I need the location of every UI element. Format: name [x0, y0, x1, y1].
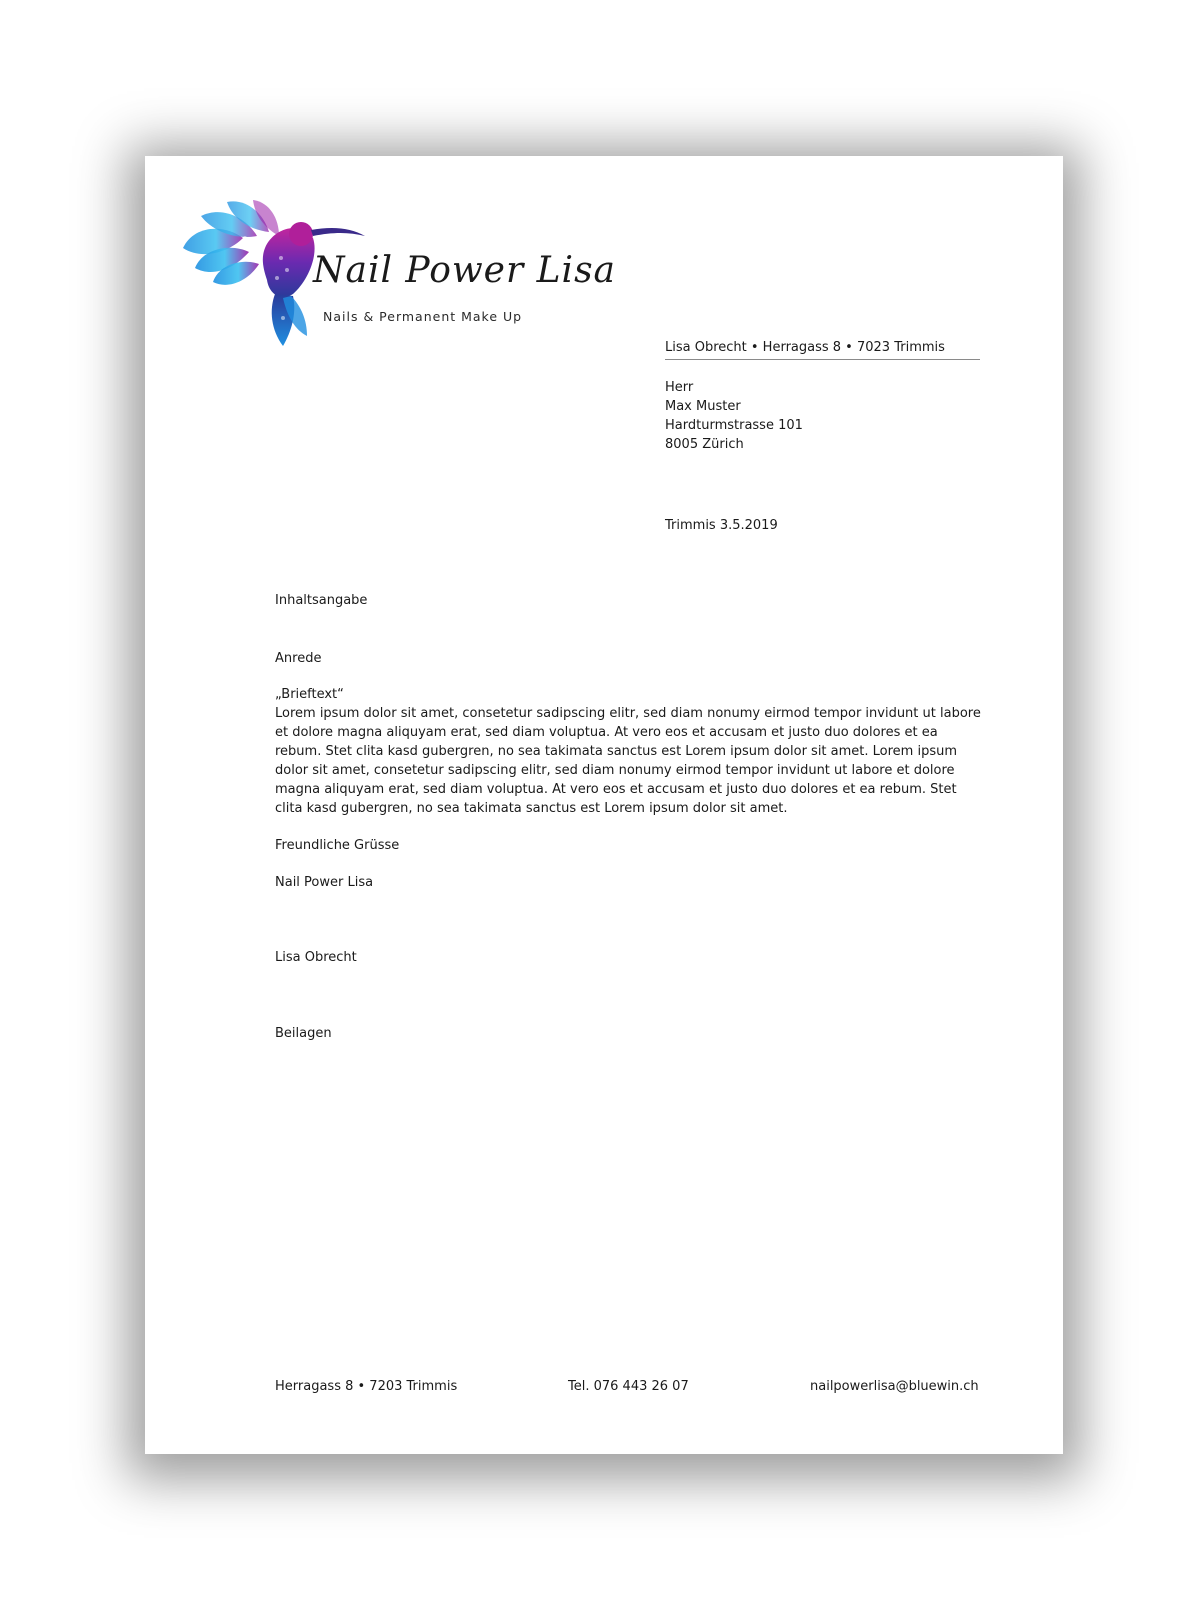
- footer-address: Herragass 8 • 7203 Trimmis: [275, 1379, 458, 1394]
- signatory-name: Lisa Obrecht: [275, 950, 357, 965]
- footer-phone: Tel. 076 443 26 07: [568, 1379, 689, 1394]
- attachments-label: Beilagen: [275, 1026, 332, 1041]
- logo-tagline: Nails & Permanent Make Up: [323, 309, 523, 324]
- body-title: „Brieftext“: [275, 687, 344, 702]
- recipient-name: Max Muster: [665, 398, 741, 414]
- letter-date: Trimmis 3.5.2019: [665, 518, 778, 533]
- letter-page: [145, 156, 1063, 1454]
- letter-closing: Freundliche Grüsse: [275, 838, 400, 853]
- letter-greeting: Anrede: [275, 651, 322, 666]
- letter-subject: Inhaltsangabe: [275, 593, 368, 608]
- sender-return-address: Lisa Obrecht • Herragass 8 • 7023 Trimmis: [665, 339, 980, 360]
- recipient-address: [665, 379, 803, 455]
- letter-body: Lorem ipsum dolor sit amet, consetetur sadipscing elitr, sed diam nonumy eirmod tempor invidunt ut labore et dolore magna aliquyam erat, sed diam voluptua. At vero eos et accusam et justo duo dolores et ea rebum. Stet clita kasd gubergren, no sea takimata sanctus est Lorem ipsum dolor sit amet. Lorem ipsum dolor sit amet, consetetur sadipscing elitr, sed diam nonumy eirmod tempor invidunt ut labore et dolore magna aliquyam erat, sed diam voluptua. At vero eos et accusam et justo duo dolores et ea rebum. Stet clita kasd gubergren, no sea takimata sanctus est Lorem ipsum dolor sit amet.: [275, 706, 981, 816]
- logo-wordmark: Nail Power Lisa: [313, 250, 616, 291]
- footer-email: nailpowerlisa@bluewin.ch: [810, 1379, 979, 1394]
- recipient-salutation: Herr: [665, 380, 694, 395]
- recipient-street: Hardturmstrasse 101: [665, 417, 803, 433]
- recipient-city: 8005 Zürich: [665, 436, 744, 452]
- company-name: Nail Power Lisa: [275, 875, 374, 890]
- logo: [183, 198, 616, 353]
